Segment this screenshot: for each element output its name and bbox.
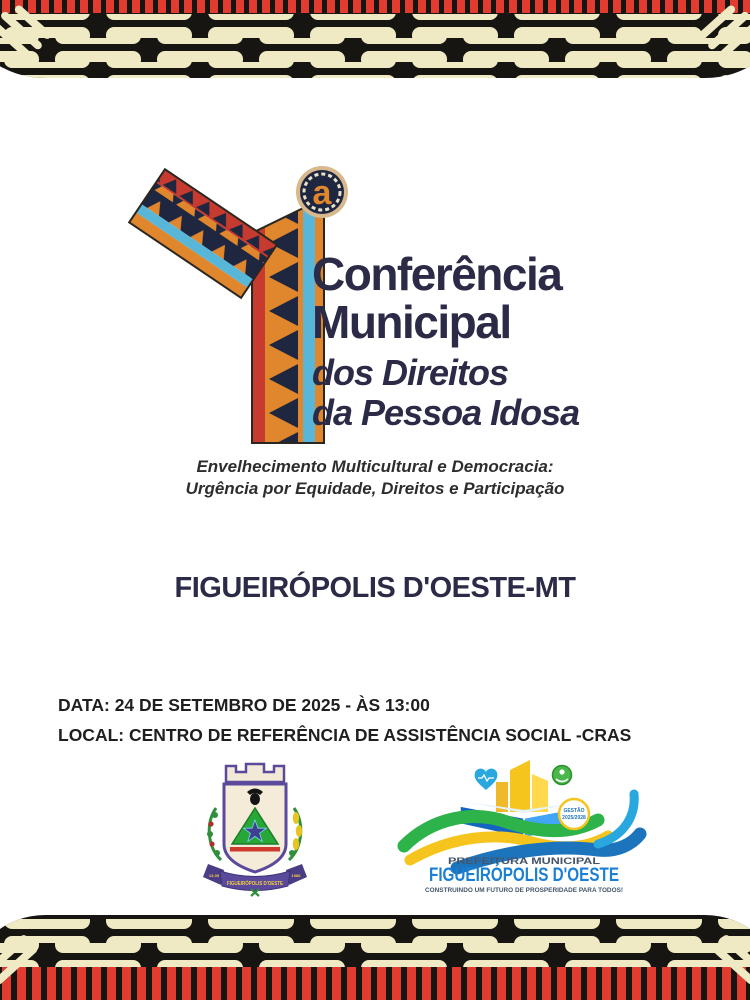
- globe-icon: [553, 766, 572, 785]
- subtitle-line-2: Urgência por Equidade, Direitos e Participação: [185, 479, 565, 498]
- corn-stalk-icon: [289, 808, 302, 860]
- crown-icon: [226, 764, 284, 782]
- prefecture-logo: [402, 748, 666, 903]
- title-line-3: dos Direitos: [312, 352, 509, 393]
- conference-title: [312, 250, 579, 433]
- badge-line-1: GESTÃO: [563, 808, 585, 814]
- heart-icon: [475, 769, 498, 790]
- municipal-crest-logo: [190, 758, 320, 898]
- crest-ribbon-label: FIGUEIRÓPOLIS D'OESTE: [227, 881, 292, 887]
- prefecture-tagline: CONSTRUINDO UM FUTURO DE PROSPERIDADE PARA TODOS!: [425, 887, 623, 894]
- term-badge: [559, 799, 589, 829]
- crest-ribbon-left-date: 13-05: [208, 873, 220, 878]
- badge-line-2: 2025/2028: [562, 815, 586, 821]
- top-woven-border-art: [0, 0, 750, 100]
- red-band: [230, 847, 280, 852]
- title-line-4: da Pessoa Idosa: [312, 392, 580, 433]
- crest-ribbon-right-date: 1986: [291, 873, 301, 878]
- event-date: DATA: 24 DE SETEMBRO DE 2025 - ÀS 13:00: [58, 695, 430, 715]
- event-location: LOCAL: CENTRO DE REFERÊNCIA DE ASSISTÊNCIA SOCIAL -CRAS: [58, 725, 632, 745]
- title-line-2: Municipal: [312, 296, 511, 348]
- numeral-flag: [129, 169, 277, 298]
- poster-subtitle: [0, 456, 750, 500]
- ordinal-letter: a: [312, 174, 332, 212]
- ordinal-a-medallion: [296, 166, 348, 218]
- bottom-woven-border-art: [0, 885, 750, 1000]
- title-line-1: Conferência: [312, 248, 562, 300]
- building-icon: [496, 760, 548, 812]
- prefecture-name: FIGUEIRÓPOLIS D'OESTE: [429, 865, 666, 886]
- prefecture-line1: PREFEITURA MUNICIPAL: [448, 856, 601, 867]
- city-name: FIGUEIRÓPOLIS D'OESTE-MT: [174, 572, 576, 604]
- event-info: [58, 690, 631, 750]
- subtitle-line-1: Envelhecimento Multicultural e Democracia:: [196, 457, 554, 476]
- coffee-branch-icon: [207, 808, 221, 860]
